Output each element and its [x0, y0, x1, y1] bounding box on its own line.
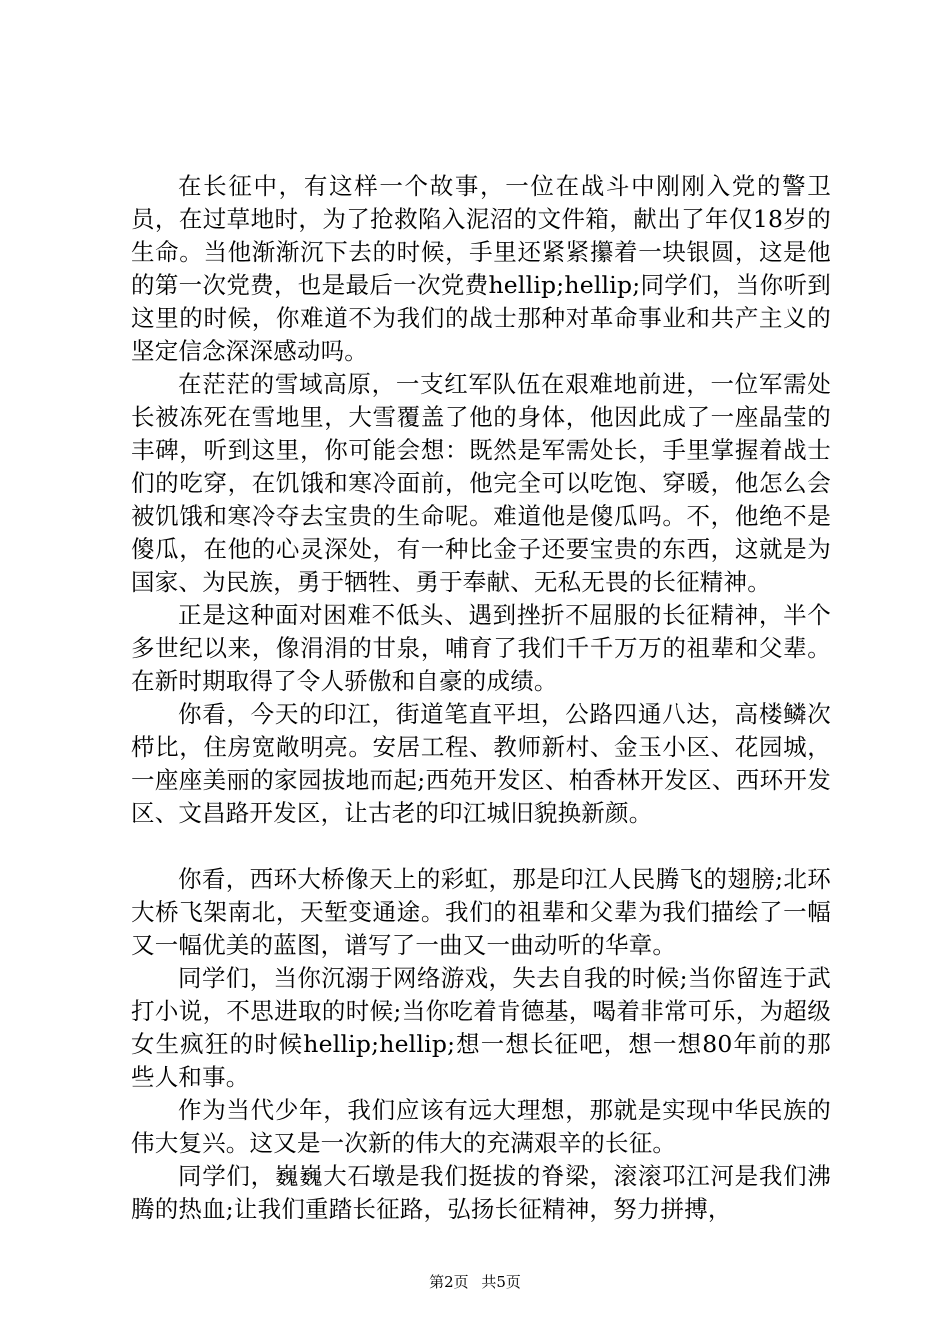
paragraph-5: 你看，西环大桥像天上的彩虹，那是印江人民腾飞的翅膀;北环大桥飞架南北，天堑变通途。我们的祖辈和父辈为我们描绘了一幅又一幅优美的蓝图，谱写了一曲又一曲动听的华章。: [131, 865, 831, 959]
paragraph-3: 正是这种面对困难不低头、遇到挫折不屈服的长征精神，半个多世纪以来，像涓涓的甘泉，哺育了我们千千万万的祖辈和父辈。在新时期取得了令人骄傲和自豪的成绩。: [131, 601, 831, 695]
paragraph-spacer: [131, 830, 831, 863]
paragraph-2: 在茫茫的雪域高原，一支红军队伍在艰难地前进，一位军需处长被冻死在雪地里，大雪覆盖了他的身体，他因此成了一座晶莹的丰碑，听到这里，你可能会想：既然是军需处长，手里掌握着战士们的吃穿，在饥饿和寒冷面前，他完全可以吃饱、穿暖，他怎么会被饥饿和寒冷夺去宝贵的生命呢。难道他是傻瓜吗。不，他绝不是傻瓜，在他的心灵深处，有一种比金子还要宝贵的东西，这就是为国家、为民族，勇于牺牲、勇于奉献、无私无畏的长征精神。: [131, 370, 831, 596]
page-number: 第2页: [429, 1273, 469, 1291]
document-body: [131, 170, 831, 1226]
paragraph-8: 同学们，巍巍大石墩是我们挺拔的脊梁，滚滚邛江河是我们沸腾的热血;让我们重踏长征路，弘扬长征精神，努力拼搏，: [131, 1162, 831, 1223]
paragraph-4: 你看，今天的印江，街道笔直平坦，公路四通八达，高楼鳞次栉比，住房宽敞明亮。安居工程、教师新村、金玉小区、花园城，一座座美丽的家园拔地而起;西苑开发区、柏香林开发区、西环开发区、文昌路开发区，让古老的印江城旧貌换新颜。: [131, 700, 831, 827]
page-footer: [0, 1273, 950, 1291]
paragraph-6: 同学们，当你沉溺于网络游戏，失去自我的时候;当你留连于武打小说，不思进取的时候;当你吃着肯德基，喝着非常可乐，为超级女生疯狂的时候hellip;hellip;想一想长征吧，想一想80年前的那些人和事。: [131, 964, 831, 1091]
page-total: 共5页: [481, 1273, 521, 1291]
paragraph-1: 在长征中，有这样一个故事，一位在战斗中刚刚入党的警卫员，在过草地时，为了抢救陷入泥沼的文件箱，献出了年仅18岁的生命。当他渐渐沉下去的时候，手里还紧紧攥着一块银圆，这是他的第一次党费，也是最后一次党费hellip;hellip;同学们，当你听到这里的时候，你难道不为我们的战士那种对革命事业和共产主义的坚定信念深深感动吗。: [131, 172, 831, 365]
paragraph-7: 作为当代少年，我们应该有远大理想，那就是实现中华民族的伟大复兴。这又是一次新的伟大的充满艰辛的长征。: [131, 1096, 831, 1157]
